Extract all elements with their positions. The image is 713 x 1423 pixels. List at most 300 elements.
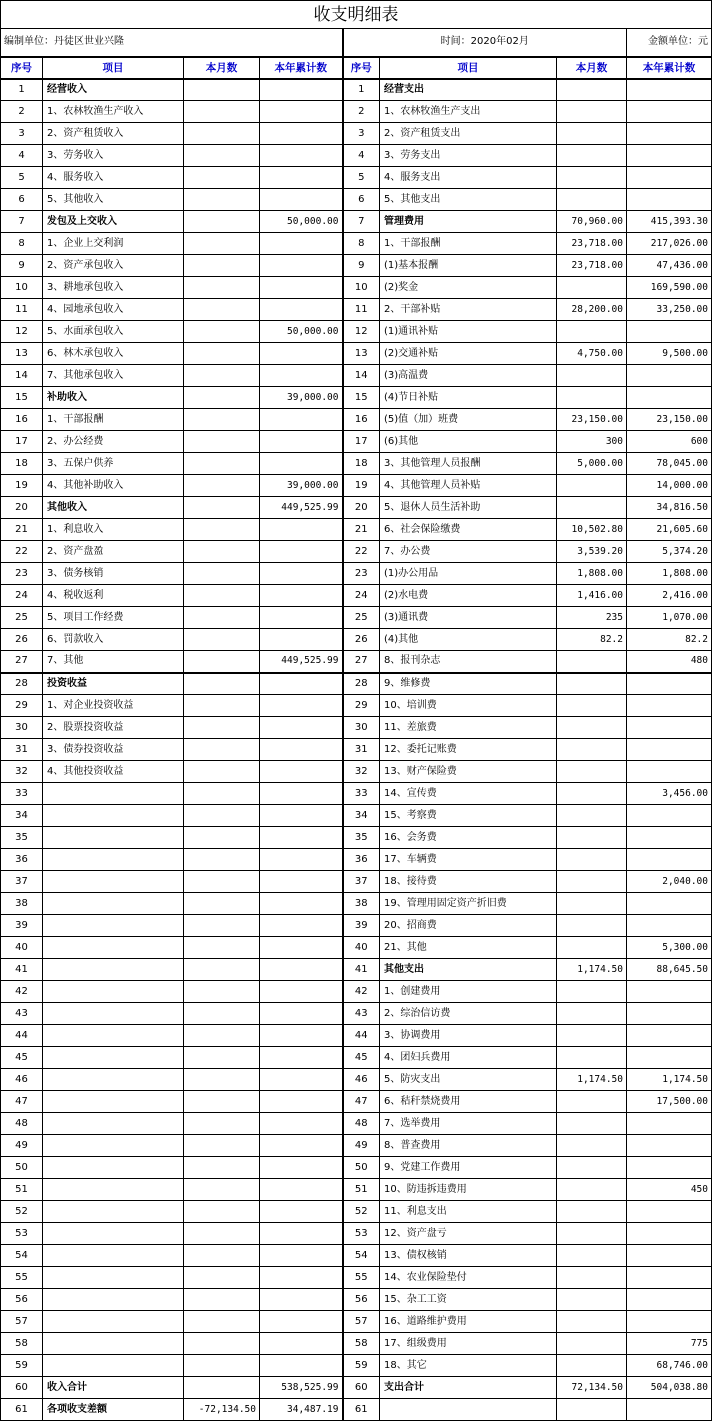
expense-ytd-value xyxy=(627,365,712,387)
expense-item: 2、干部补贴 xyxy=(380,299,557,321)
income-seq: 49 xyxy=(1,1135,43,1157)
header-seq-right: 序号 xyxy=(343,57,380,79)
expense-seq: 60 xyxy=(343,1377,380,1399)
expense-seq: 6 xyxy=(343,189,380,211)
income-seq: 16 xyxy=(1,409,43,431)
header-item-left: 项目 xyxy=(43,57,184,79)
income-ytd-value xyxy=(260,1091,343,1113)
table-row xyxy=(1,101,712,123)
expense-ytd-value xyxy=(627,123,712,145)
expense-item: 15、杂工工资 xyxy=(380,1289,557,1311)
income-item xyxy=(43,937,184,959)
income-ytd-value xyxy=(260,1333,343,1355)
expense-seq: 55 xyxy=(343,1267,380,1289)
expense-item: 19、管理用固定资产折旧费 xyxy=(380,893,557,915)
table-row xyxy=(1,387,712,409)
income-ytd-value xyxy=(260,629,343,651)
income-month-value xyxy=(184,1069,260,1091)
income-ytd-value xyxy=(260,409,343,431)
table-row xyxy=(1,585,712,607)
expense-month-value xyxy=(557,915,627,937)
income-month-value xyxy=(184,1157,260,1179)
expense-month-value: 82.2 xyxy=(557,629,627,651)
expense-seq: 48 xyxy=(343,1113,380,1135)
expense-ytd-value: 33,250.00 xyxy=(627,299,712,321)
income-ytd-value xyxy=(260,343,343,365)
income-seq: 8 xyxy=(1,233,43,255)
expense-ytd-value: 1,070.00 xyxy=(627,607,712,629)
income-month-value xyxy=(184,101,260,123)
expense-month-value xyxy=(557,695,627,717)
expense-seq: 37 xyxy=(343,871,380,893)
table-row xyxy=(1,497,712,519)
income-month-value xyxy=(184,981,260,1003)
income-month-value xyxy=(184,1289,260,1311)
table-row xyxy=(1,1025,712,1047)
income-seq: 3 xyxy=(1,123,43,145)
table-row xyxy=(1,409,712,431)
expense-ytd-value xyxy=(627,1399,712,1421)
income-ytd-value xyxy=(260,277,343,299)
income-month-value xyxy=(184,915,260,937)
expense-item: 16、道路维护费用 xyxy=(380,1311,557,1333)
income-item: 5、水面承包收入 xyxy=(43,321,184,343)
table-row xyxy=(1,453,712,475)
expense-item: 3、其他管理人员报酬 xyxy=(380,453,557,475)
table-row xyxy=(1,1267,712,1289)
income-item xyxy=(43,827,184,849)
table-row xyxy=(1,145,712,167)
expense-item: 4、团妇兵费用 xyxy=(380,1047,557,1069)
table-row xyxy=(1,233,712,255)
expense-ytd-value: 9,500.00 xyxy=(627,343,712,365)
expense-item: 11、利息支出 xyxy=(380,1201,557,1223)
income-month-value xyxy=(184,871,260,893)
table-row xyxy=(1,959,712,981)
expense-seq: 10 xyxy=(343,277,380,299)
income-ytd-value: 50,000.00 xyxy=(260,211,343,233)
expense-seq: 49 xyxy=(343,1135,380,1157)
expense-item: 9、党建工作费用 xyxy=(380,1157,557,1179)
expense-month-value xyxy=(557,981,627,1003)
income-seq: 14 xyxy=(1,365,43,387)
expense-month-value xyxy=(557,1223,627,1245)
income-seq: 22 xyxy=(1,541,43,563)
expense-ytd-value xyxy=(627,1003,712,1025)
income-item: 5、其他收入 xyxy=(43,189,184,211)
income-seq: 1 xyxy=(1,79,43,101)
table-row xyxy=(1,1223,712,1245)
income-ytd-value xyxy=(260,871,343,893)
expense-ytd-value xyxy=(627,1113,712,1135)
expense-month-value xyxy=(557,937,627,959)
expense-seq: 4 xyxy=(343,145,380,167)
income-item: 2、股票投资收益 xyxy=(43,717,184,739)
expense-seq: 40 xyxy=(343,937,380,959)
income-month-value xyxy=(184,1135,260,1157)
expense-item: 11、差旅费 xyxy=(380,717,557,739)
table-row xyxy=(1,893,712,915)
income-month-value xyxy=(184,1179,260,1201)
income-ytd-value xyxy=(260,827,343,849)
expense-seq: 29 xyxy=(343,695,380,717)
income-month-value xyxy=(184,277,260,299)
income-ytd-value xyxy=(260,1003,343,1025)
income-month-value xyxy=(184,299,260,321)
income-month-value: -72,134.50 xyxy=(184,1399,260,1421)
expense-seq: 59 xyxy=(343,1355,380,1377)
expense-item: (2)交通补贴 xyxy=(380,343,557,365)
expense-month-value xyxy=(557,1311,627,1333)
table-row xyxy=(1,1333,712,1355)
income-item: 6、罚款收入 xyxy=(43,629,184,651)
income-seq: 55 xyxy=(1,1267,43,1289)
expense-item: 18、接待费 xyxy=(380,871,557,893)
expense-item: 7、选举费用 xyxy=(380,1113,557,1135)
income-item: 4、其他补助收入 xyxy=(43,475,184,497)
income-seq: 9 xyxy=(1,255,43,277)
income-seq: 32 xyxy=(1,761,43,783)
income-month-value xyxy=(184,409,260,431)
income-item xyxy=(43,1047,184,1069)
expense-seq: 5 xyxy=(343,167,380,189)
income-item: 发包及上交收入 xyxy=(43,211,184,233)
income-ytd-value xyxy=(260,915,343,937)
expense-ytd-value: 5,374.20 xyxy=(627,541,712,563)
income-item: 7、其他 xyxy=(43,651,184,673)
expense-ytd-value: 600 xyxy=(627,431,712,453)
income-item xyxy=(43,959,184,981)
expense-ytd-value: 480 xyxy=(627,651,712,673)
income-item xyxy=(43,1245,184,1267)
expense-item: 3、协调费用 xyxy=(380,1025,557,1047)
expense-month-value xyxy=(557,387,627,409)
income-item: 2、资产盘盈 xyxy=(43,541,184,563)
income-month-value xyxy=(184,1267,260,1289)
income-seq: 25 xyxy=(1,607,43,629)
income-item: 2、资产承包收入 xyxy=(43,255,184,277)
expense-seq: 19 xyxy=(343,475,380,497)
income-ytd-value xyxy=(260,981,343,1003)
income-seq: 27 xyxy=(1,651,43,673)
income-item xyxy=(43,893,184,915)
expense-item: 其他支出 xyxy=(380,959,557,981)
expense-month-value: 72,134.50 xyxy=(557,1377,627,1399)
expense-item: 1、农林牧渔生产支出 xyxy=(380,101,557,123)
expense-seq: 25 xyxy=(343,607,380,629)
income-item xyxy=(43,1113,184,1135)
income-month-value xyxy=(184,959,260,981)
income-ytd-value: 39,000.00 xyxy=(260,387,343,409)
expense-month-value xyxy=(557,1047,627,1069)
title-row xyxy=(1,1,712,29)
expense-seq: 22 xyxy=(343,541,380,563)
table-row xyxy=(1,695,712,717)
expense-item: (6)其他 xyxy=(380,431,557,453)
income-seq: 17 xyxy=(1,431,43,453)
header-month-left: 本月数 xyxy=(184,57,260,79)
expense-ytd-value xyxy=(627,1267,712,1289)
income-seq: 57 xyxy=(1,1311,43,1333)
income-item: 其他收入 xyxy=(43,497,184,519)
report-title: 收支明细表 xyxy=(1,1,712,29)
expense-ytd-value: 2,040.00 xyxy=(627,871,712,893)
expense-seq: 58 xyxy=(343,1333,380,1355)
table-row xyxy=(1,1113,712,1135)
income-month-value xyxy=(184,519,260,541)
expense-month-value: 23,718.00 xyxy=(557,255,627,277)
income-ytd-value xyxy=(260,607,343,629)
expense-seq: 43 xyxy=(343,1003,380,1025)
expense-item: 4、服务支出 xyxy=(380,167,557,189)
income-item xyxy=(43,1135,184,1157)
income-item: 1、对企业投资收益 xyxy=(43,695,184,717)
income-item xyxy=(43,783,184,805)
expense-ytd-value xyxy=(627,805,712,827)
expense-month-value xyxy=(557,321,627,343)
income-ytd-value: 50,000.00 xyxy=(260,321,343,343)
expense-month-value xyxy=(557,1091,627,1113)
income-ytd-value xyxy=(260,893,343,915)
income-seq: 52 xyxy=(1,1201,43,1223)
expense-ytd-value xyxy=(627,1157,712,1179)
income-month-value xyxy=(184,431,260,453)
expense-item: 1、干部报酬 xyxy=(380,233,557,255)
income-month-value xyxy=(184,1311,260,1333)
expense-seq: 1 xyxy=(343,79,380,101)
income-month-value xyxy=(184,145,260,167)
expense-month-value xyxy=(557,1025,627,1047)
income-seq: 6 xyxy=(1,189,43,211)
income-item: 4、服务收入 xyxy=(43,167,184,189)
expense-seq: 50 xyxy=(343,1157,380,1179)
expense-ytd-value: 5,300.00 xyxy=(627,937,712,959)
expense-seq: 20 xyxy=(343,497,380,519)
header-row xyxy=(1,57,712,79)
expense-month-value xyxy=(557,1355,627,1377)
income-seq: 26 xyxy=(1,629,43,651)
header-ytd-left: 本年累计数 xyxy=(260,57,343,79)
income-month-value xyxy=(184,387,260,409)
income-ytd-value xyxy=(260,1267,343,1289)
expense-item: 8、报刊杂志 xyxy=(380,651,557,673)
expense-ytd-value: 82.2 xyxy=(627,629,712,651)
expense-ytd-value: 169,590.00 xyxy=(627,277,712,299)
expense-seq: 44 xyxy=(343,1025,380,1047)
income-item: 各项收支差额 xyxy=(43,1399,184,1421)
expense-seq: 8 xyxy=(343,233,380,255)
expense-month-value: 10,502.80 xyxy=(557,519,627,541)
expense-month-value xyxy=(557,79,627,101)
expense-month-value xyxy=(557,1179,627,1201)
table-row xyxy=(1,937,712,959)
income-ytd-value xyxy=(260,123,343,145)
income-seq: 42 xyxy=(1,981,43,1003)
expense-item: 15、考察费 xyxy=(380,805,557,827)
table-row xyxy=(1,783,712,805)
income-item xyxy=(43,981,184,1003)
income-item xyxy=(43,805,184,827)
expense-item: 12、委托记账费 xyxy=(380,739,557,761)
expense-item: 4、其他管理人员补贴 xyxy=(380,475,557,497)
expense-seq: 17 xyxy=(343,431,380,453)
expense-ytd-value: 3,456.00 xyxy=(627,783,712,805)
income-ytd-value xyxy=(260,695,343,717)
header-month-right: 本月数 xyxy=(557,57,627,79)
income-item: 4、税收返利 xyxy=(43,585,184,607)
income-seq: 2 xyxy=(1,101,43,123)
income-item xyxy=(43,1201,184,1223)
income-ytd-value xyxy=(260,717,343,739)
expense-seq: 27 xyxy=(343,651,380,673)
expense-month-value: 4,750.00 xyxy=(557,343,627,365)
income-seq: 51 xyxy=(1,1179,43,1201)
income-item: 经营收入 xyxy=(43,79,184,101)
expense-ytd-value: 504,038.80 xyxy=(627,1377,712,1399)
income-ytd-value: 34,487.19 xyxy=(260,1399,343,1421)
expense-month-value: 1,808.00 xyxy=(557,563,627,585)
income-item: 3、债务核销 xyxy=(43,563,184,585)
income-seq: 36 xyxy=(1,849,43,871)
expense-month-value xyxy=(557,123,627,145)
expense-month-value xyxy=(557,1113,627,1135)
expense-month-value xyxy=(557,167,627,189)
income-month-value xyxy=(184,475,260,497)
income-seq: 30 xyxy=(1,717,43,739)
expense-seq: 9 xyxy=(343,255,380,277)
expense-ytd-value xyxy=(627,981,712,1003)
expense-month-value xyxy=(557,827,627,849)
income-ytd-value xyxy=(260,1179,343,1201)
income-month-value xyxy=(184,695,260,717)
income-seq: 59 xyxy=(1,1355,43,1377)
expense-item: 8、普查费用 xyxy=(380,1135,557,1157)
income-month-value xyxy=(184,1201,260,1223)
expense-item: 13、财产保险费 xyxy=(380,761,557,783)
income-ytd-value xyxy=(260,255,343,277)
expense-month-value xyxy=(557,849,627,871)
table-row xyxy=(1,475,712,497)
income-ytd-value xyxy=(260,783,343,805)
income-seq: 45 xyxy=(1,1047,43,1069)
expense-item: 3、劳务支出 xyxy=(380,145,557,167)
table-row xyxy=(1,1179,712,1201)
expense-seq: 26 xyxy=(343,629,380,651)
income-seq: 18 xyxy=(1,453,43,475)
expense-month-value xyxy=(557,1399,627,1421)
expense-item: 7、办公费 xyxy=(380,541,557,563)
expense-ytd-value xyxy=(627,1289,712,1311)
expense-item: 管理费用 xyxy=(380,211,557,233)
expense-item: 14、农业保险垫付 xyxy=(380,1267,557,1289)
income-ytd-value xyxy=(260,233,343,255)
time-label: 时间：2020年02月 xyxy=(343,29,627,57)
income-ytd-value: 538,525.99 xyxy=(260,1377,343,1399)
income-item xyxy=(43,1311,184,1333)
expense-item: 2、综治信访费 xyxy=(380,1003,557,1025)
income-month-value xyxy=(184,1223,260,1245)
expense-item: 18、其它 xyxy=(380,1355,557,1377)
income-item: 3、劳务收入 xyxy=(43,145,184,167)
table-row xyxy=(1,79,712,101)
expense-seq: 53 xyxy=(343,1223,380,1245)
income-seq: 58 xyxy=(1,1333,43,1355)
income-item: 4、园地承包收入 xyxy=(43,299,184,321)
income-item: 1、农林牧渔生产收入 xyxy=(43,101,184,123)
expense-month-value xyxy=(557,475,627,497)
table-row xyxy=(1,849,712,871)
table-row xyxy=(1,1355,712,1377)
income-item: 投资收益 xyxy=(43,673,184,695)
expense-seq: 61 xyxy=(343,1399,380,1421)
income-seq: 21 xyxy=(1,519,43,541)
expense-ytd-value xyxy=(627,1245,712,1267)
expense-ytd-value: 88,645.50 xyxy=(627,959,712,981)
expense-month-value xyxy=(557,717,627,739)
income-item: 3、五保户供养 xyxy=(43,453,184,475)
expense-month-value: 1,174.50 xyxy=(557,1069,627,1091)
income-ytd-value xyxy=(260,453,343,475)
table-row xyxy=(1,981,712,1003)
income-seq: 53 xyxy=(1,1223,43,1245)
income-ytd-value xyxy=(260,431,343,453)
expense-item: 10、防违拆违费用 xyxy=(380,1179,557,1201)
income-item: 2、办公经费 xyxy=(43,431,184,453)
income-ytd-value xyxy=(260,1069,343,1091)
income-item xyxy=(43,871,184,893)
expense-month-value: 23,718.00 xyxy=(557,233,627,255)
income-item xyxy=(43,1003,184,1025)
expense-month-value: 300 xyxy=(557,431,627,453)
expense-month-value xyxy=(557,145,627,167)
income-month-value xyxy=(184,233,260,255)
table-row xyxy=(1,321,712,343)
income-seq: 60 xyxy=(1,1377,43,1399)
expense-ytd-value xyxy=(627,827,712,849)
income-seq: 35 xyxy=(1,827,43,849)
expense-month-value xyxy=(557,1333,627,1355)
income-ytd-value xyxy=(260,101,343,123)
table-row xyxy=(1,651,712,673)
expense-ytd-value: 775 xyxy=(627,1333,712,1355)
expense-ytd-value xyxy=(627,739,712,761)
income-seq: 24 xyxy=(1,585,43,607)
income-seq: 48 xyxy=(1,1113,43,1135)
expense-item: (3)通讯费 xyxy=(380,607,557,629)
expense-item: 经营支出 xyxy=(380,79,557,101)
expense-item: 21、其他 xyxy=(380,937,557,959)
income-month-value xyxy=(184,167,260,189)
table-row xyxy=(1,211,712,233)
expense-month-value xyxy=(557,893,627,915)
expense-item: 9、维修费 xyxy=(380,673,557,695)
expense-seq: 28 xyxy=(343,673,380,695)
income-item xyxy=(43,1333,184,1355)
income-ytd-value: 39,000.00 xyxy=(260,475,343,497)
income-item: 2、资产租赁收入 xyxy=(43,123,184,145)
expense-ytd-value xyxy=(627,189,712,211)
income-ytd-value xyxy=(260,1025,343,1047)
income-month-value xyxy=(184,563,260,585)
expense-ytd-value xyxy=(627,849,712,871)
income-ytd-value xyxy=(260,563,343,585)
expense-seq: 45 xyxy=(343,1047,380,1069)
expense-seq: 13 xyxy=(343,343,380,365)
expense-seq: 18 xyxy=(343,453,380,475)
header-seq-left: 序号 xyxy=(1,57,43,79)
expense-seq: 35 xyxy=(343,827,380,849)
expense-seq: 56 xyxy=(343,1289,380,1311)
